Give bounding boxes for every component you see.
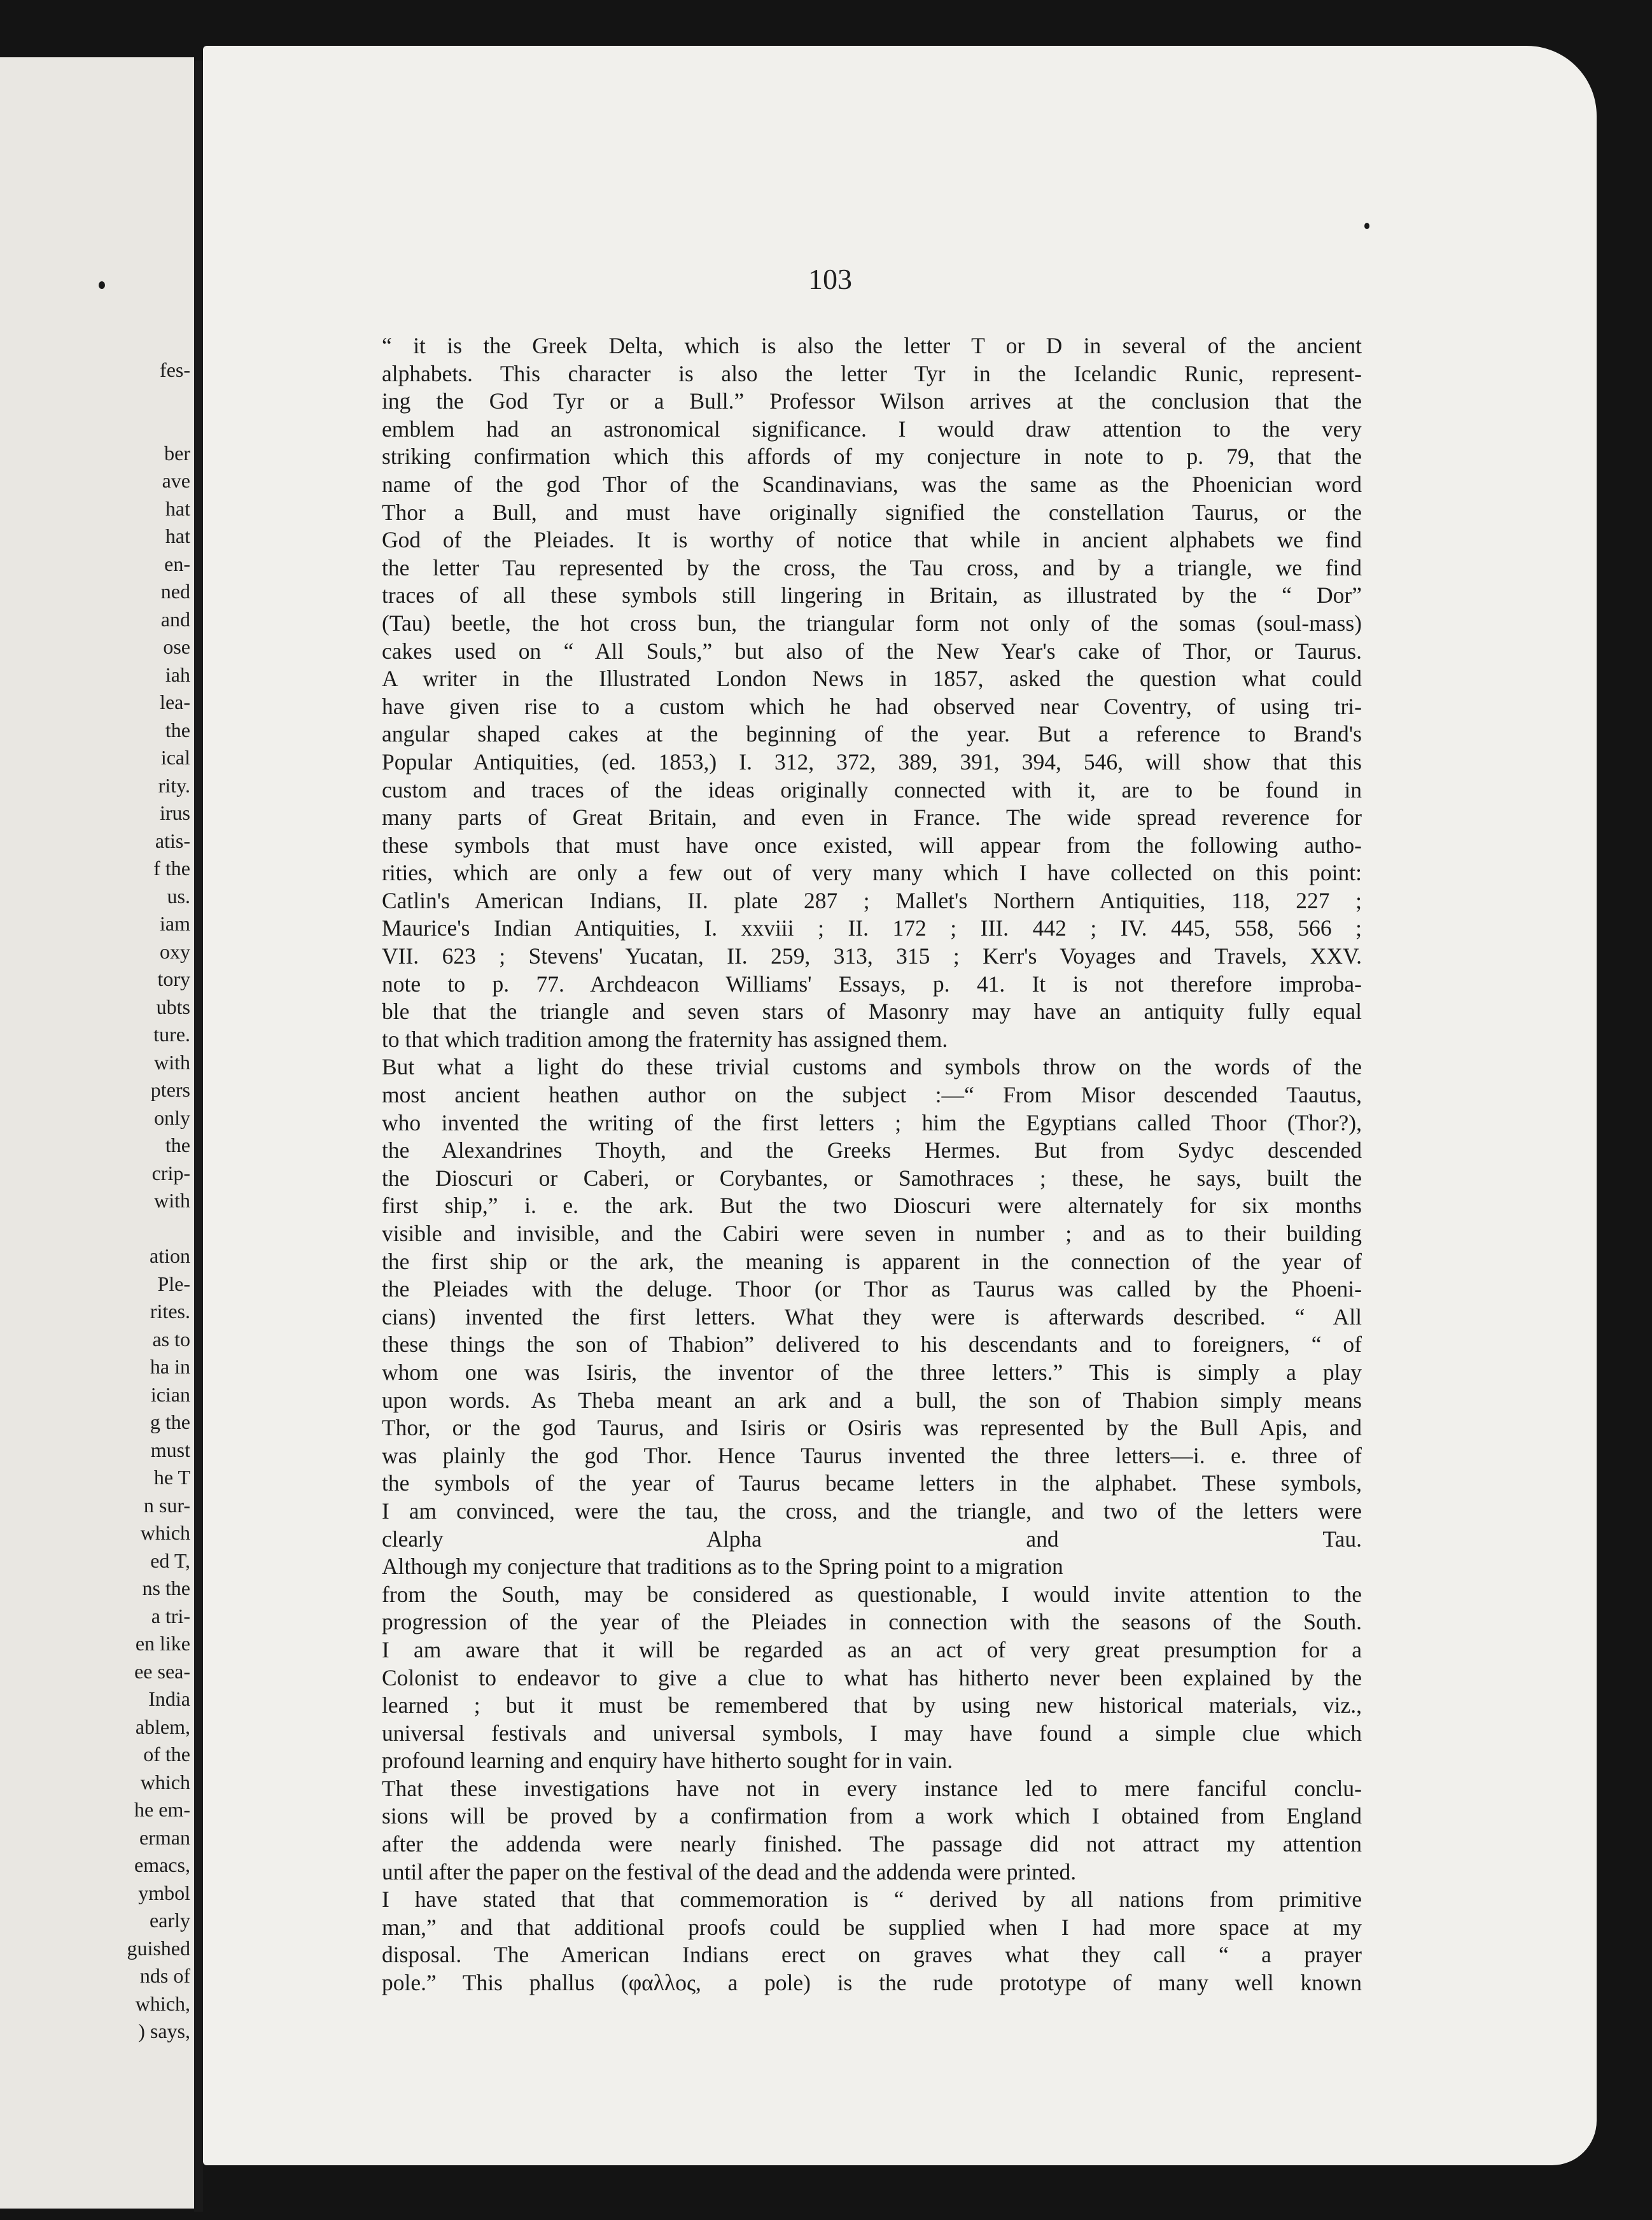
left-page-fragment: ed T, (150, 1549, 190, 1572)
left-page-fragment: ical (160, 746, 190, 769)
text-line: striking confirmation which this affords of my conjecture in note to p. 79, that the (382, 444, 1362, 470)
text-line: disposal. The American Indians erect on graves what they call “ a prayer (382, 1942, 1362, 1968)
text-line: angular shaped cakes at the beginning of the year. But a reference to Brand's (382, 721, 1362, 747)
left-page-fragment: hat (165, 496, 190, 520)
left-page-fragment: hat (165, 524, 190, 547)
text-line: the letter Tau represented by the cross, the Tau cross, and by a triangle, we find (382, 554, 1362, 580)
left-page-fragment: f the (153, 857, 190, 880)
text-line: Thor, or the god Taurus, and Isiris or Osiris was represented by the Bull Apis, and (382, 1415, 1362, 1441)
text-line: cakes used on “ All Souls,” but also of the New Year's cake of Thor, or Taurus. (382, 638, 1362, 664)
left-page-fragment: ubts (156, 995, 190, 1018)
text-line: Colonist to endeavor to give a clue to what has hitherto never been explained by the (382, 1664, 1362, 1690)
left-page-fragment: crip- (151, 1161, 190, 1184)
text-line: Catlin's American Indians, II. plate 287 ; Mallet's Northern Antiquities, 118, 227 ; (382, 887, 1362, 913)
text-line: the Dioscuri or Caberi, or Corybantes, or Samothraces ; these, he says, built the (382, 1165, 1362, 1191)
text-line: But what a light do these trivial customs and symbols throw on the words of the (382, 1054, 1362, 1080)
left-page (0, 57, 194, 2209)
text-line: Thor a Bull, and must have originally signified the constellation Taurus, or the (382, 499, 1362, 525)
text-line: to that which tradition among the fraternity has assigned them. (382, 1026, 948, 1052)
text-line: cians) invented the first letters. What they were is afterwards described. “ All (382, 1303, 1362, 1330)
left-page-fragment: rites. (150, 1300, 190, 1323)
left-page-fragment: g the (150, 1410, 190, 1433)
left-page-fragment: n sur- (143, 1493, 190, 1517)
left-page-fragment: with (154, 1050, 190, 1074)
text-line: man,” and that additional proofs could be supplied when I had more space at my (382, 1914, 1362, 1940)
left-page-fragment: oxy (160, 939, 190, 963)
ink-speck (99, 281, 105, 289)
text-line: I have stated that that commemoration is “ derived by all nations from primitive (382, 1886, 1362, 1913)
text-line: God of the Pleiades. It is worthy of notice that while in ancient alphabets we find (382, 527, 1362, 553)
left-page-fragment: us. (167, 884, 190, 908)
text-line: pole.” This phallus (φαλλος, a pole) is the rude prototype of many well known (382, 1970, 1362, 1996)
text-line: note to p. 77. Archdeacon Williams' Essays, p. 41. It is not therefore improba- (382, 971, 1362, 997)
text-line: (Tau) beetle, the hot cross bun, the triangular form not only of the somas (soul-mass) (382, 610, 1362, 636)
book-gutter (194, 60, 203, 2212)
left-page-fragment: India (148, 1687, 190, 1710)
left-page-text-fragments (127, 356, 190, 2046)
left-page-fragment: ns the (142, 1577, 190, 1599)
left-page-fragment: rity. (158, 773, 190, 797)
left-page-fragment: of the (143, 1743, 190, 1766)
left-page-fragment: early (150, 1909, 190, 1932)
text-line: A writer in the Illustrated London News in 1857, asked the question what could (382, 666, 1362, 692)
left-page-fragment: en like (135, 1632, 190, 1655)
left-page-fragment: ave (162, 469, 190, 492)
left-page-fragment: lea- (160, 691, 190, 713)
left-page-fragment: a tri- (151, 1604, 190, 1627)
text-line: these things the son of Thabion” delivered to his descendants and to foreigners, “ of (382, 1331, 1362, 1358)
text-line: the Pleiades with the deluge. Thoor (or Thor as Taurus was called by the Phoeni- (382, 1276, 1362, 1302)
text-line: who invented the writing of the first letters ; him the Egyptians called Thoor (Thor?), (382, 1109, 1362, 1135)
left-page-fragment: ablem, (135, 1715, 190, 1738)
left-page-fragment: ha in (150, 1355, 190, 1378)
text-line: Popular Antiquities, (ed. 1853,) I. 312, 372, 389, 391, 394, 546, will show that this (382, 748, 1362, 775)
text-line: That these investigations have not in every instance led to mere fanciful conclu- (382, 1775, 1362, 1801)
left-page-fragment: guished (127, 1936, 190, 1960)
text-line: whom one was Isiris, the inventor of the three letters.” This is simply a play (382, 1359, 1362, 1385)
left-page-fragment: nds of (139, 1964, 190, 1987)
left-page-fragment (127, 1215, 190, 1243)
left-page-fragment: Ple- (157, 1272, 190, 1295)
left-page-fragment: which (140, 1521, 190, 1544)
text-line: the symbols of the year of Taurus became letters in the alphabet. These symbols, (382, 1470, 1362, 1496)
text-line: I am aware that it will be regarded as an act of very great presumption for a (382, 1636, 1362, 1662)
left-page-fragment: the (165, 718, 190, 741)
text-line: VII. 623 ; Stevens' Yucatan, II. 259, 313, 315 ; Kerr's Voyages and Travels, XXV. (382, 943, 1362, 969)
left-page-fragment: the (165, 1134, 190, 1156)
left-page-fragment: irus (160, 801, 190, 824)
left-page-fragment: ture. (153, 1023, 190, 1046)
left-page-fragment: which (140, 1770, 190, 1794)
text-line: progression of the year of the Pleiades in connection with the seasons of the South. (382, 1609, 1362, 1635)
left-page-fragment: en- (164, 552, 190, 575)
left-page-fragment (127, 384, 190, 412)
left-page-fragment (127, 412, 190, 440)
left-page-fragment: erman (139, 1825, 190, 1849)
text-line: custom and traces of the ideas originally connected with it, are to be found in (382, 776, 1362, 803)
left-page-fragment: ber (164, 441, 190, 465)
page-number: 103 (808, 263, 852, 295)
left-page-fragment: fes- (160, 358, 190, 381)
text-line: first ship,” i. e. the ark. But the two Dioscuri were alternately for six months (382, 1193, 1362, 1219)
text-line: learned ; but it must be remembered that by using new historical materials, viz., (382, 1692, 1362, 1718)
text-line: these symbols that must have once existed, will appear from the following autho- (382, 832, 1362, 858)
page-body-text (382, 332, 1362, 1997)
left-page-fragment: emacs, (134, 1853, 190, 1876)
text-line: clearly Alpha and Tau. (382, 1526, 1362, 1552)
text-line: have given rise to a custom which he had observed near Coventry, of using tri- (382, 693, 1362, 719)
left-page-fragment: and (160, 607, 190, 631)
left-page-fragment: must (150, 1438, 190, 1461)
text-line: profound learning and enquiry have hitherto sought for in vain. (382, 1748, 953, 1774)
left-page-fragment: iam (160, 912, 190, 935)
left-page-fragment: tory (157, 967, 190, 990)
left-page-fragment: ician (150, 1382, 190, 1406)
left-page-fragment: with (154, 1189, 190, 1212)
text-line: ble that the triangle and seven stars of Masonry may have an antiquity fully equal (382, 999, 1362, 1025)
left-page-fragment: he T (153, 1466, 190, 1489)
text-line: Although my conjecture that traditions as to the Spring point to a migration (382, 1554, 1063, 1580)
text-line: was plainly the god Thor. Hence Taurus invented the three letters—i. e. three of (382, 1442, 1362, 1468)
text-line: from the South, may be considered as questionable, I would invite attention to the (382, 1581, 1362, 1607)
text-line: many parts of Great Britain, and even in France. The wide spread reverence for (382, 804, 1362, 831)
text-line: emblem had an astronomical significance. I would draw attention to the very (382, 416, 1362, 442)
text-line: ing the God Tyr or a Bull.” Professor Wilson arrives at the conclusion that the (382, 388, 1362, 414)
left-page-fragment: ymbol (138, 1881, 190, 1904)
text-line: the first ship or the ark, the meaning is apparent in the connection of the year of (382, 1248, 1362, 1274)
text-line: after the addenda were nearly finished. The passage did not attract my attention (382, 1831, 1362, 1857)
text-line: upon words. As Theba meant an ark and a bull, the son of Thabion simply means (382, 1387, 1362, 1413)
text-line: sions will be proved by a confirmation from a work which I obtained from England (382, 1803, 1362, 1829)
left-page-fragment: he em- (134, 1798, 190, 1821)
left-page-fragment: pters (150, 1078, 190, 1101)
left-page-fragment: as to (152, 1327, 190, 1351)
left-page-fragment: ose (163, 635, 190, 658)
text-line: Maurice's Indian Antiquities, I. xxviii ; II. 172 ; III. 442 ; IV. 445, 558, 566 ; (382, 915, 1362, 941)
left-page-fragment: ee sea- (134, 1659, 190, 1683)
text-line: most ancient heathen author on the subject :—“ From Misor descended Taautus, (382, 1082, 1362, 1108)
text-line: I am convinced, were the tau, the cross, and the triangle, and two of the letters were (382, 1498, 1362, 1524)
left-page-fragment: which, (135, 1992, 190, 2015)
text-line: universal festivals and universal symbols, I may have found a simple clue which (382, 1720, 1362, 1746)
left-page-fragment: ) says, (138, 2020, 190, 2042)
text-line: “ it is the Greek Delta, which is also the letter T or D in several of the ancient (382, 333, 1362, 358)
ink-speck (1364, 223, 1369, 229)
left-page-fragment: ation (150, 1244, 190, 1267)
text-line: until after the paper on the festival of the dead and the addenda were printed. (382, 1858, 1077, 1885)
left-page-fragment: only (154, 1106, 190, 1129)
left-page-fragment: iah (165, 663, 190, 686)
left-page-fragment: ned (160, 580, 190, 603)
text-line: rities, which are only a few out of very many which I have collected on this point: (382, 860, 1362, 886)
text-line: alphabets. This character is also the letter Tyr in the Icelandic Runic, represent- (382, 360, 1362, 386)
text-line: visible and invisible, and the Cabiri were seven in number ; and as to their building (382, 1221, 1362, 1246)
text-line: traces of all these symbols still lingering in Britain, as illustrated by the “ Dor” (382, 582, 1362, 608)
left-page-fragment: atis- (155, 829, 190, 852)
text-line: the Alexandrines Thoyth, and the Greeks Hermes. But from Sydyc descended (382, 1137, 1362, 1163)
text-line: name of the god Thor of the Scandinavians, was the same as the Phoenician word (382, 471, 1362, 497)
